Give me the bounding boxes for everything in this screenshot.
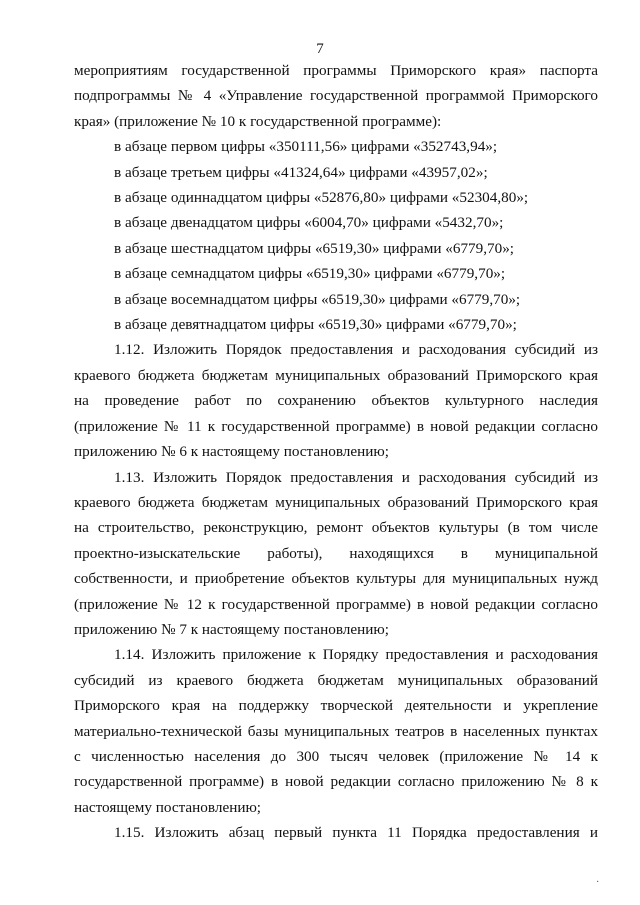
paragraph-line: 1.12. Изложить Порядок предоставления и расходования субсидий из [114, 341, 598, 359]
paragraph-line: собственности, и приобретение объектов культуры для муниципальных нужд [74, 570, 598, 588]
paragraph-line: на проведение работ по сохранению объектов культурного наследия [74, 392, 598, 410]
page-number: 7 [316, 41, 324, 57]
amendment-item: в абзаце восемнадцатом цифры «6519,30» цифрами «6779,70»; [114, 290, 521, 308]
paragraph-line: краевого бюджета бюджетам муниципальных образований Приморского края [74, 366, 598, 384]
intro-line: края» (приложение № 10 к государственной программе): [74, 112, 442, 130]
paragraph-line: на строительство, реконструкцию, ремонт объектов культуры (в том числе [74, 519, 598, 537]
paragraph-line: настоящему постановлению; [74, 798, 262, 816]
paragraph-1-13 [74, 465, 598, 643]
paragraph-line: 1.13. Изложить Порядок предоставления и расходования субсидий из [114, 468, 598, 486]
amendment-item: в абзаце семнадцатом цифры «6519,30» цифрами «6779,70»; [114, 265, 506, 283]
paragraph-line: с численностью населения до 300 тысяч человек (приложение № 14 к [74, 747, 598, 765]
intro-line: мероприятиям государственной программы Приморского края» паспорта [74, 62, 598, 79]
paragraph-line: субсидий из краевого бюджета бюджетам муниципальных образований [74, 671, 598, 689]
amendment-item: в абзаце первом цифры «350111,56» цифрами «352743,94»; [114, 138, 498, 156]
paragraph-line: 1.15. Изложить абзац первый пункта 11 Порядка предоставления и [114, 824, 598, 842]
amendment-item: в абзаце одиннадцатом цифры «52876,80» цифрами «52304,80»; [114, 189, 529, 207]
amendment-item: в абзаце третьем цифры «41324,64» цифрами «43957,02»; [114, 163, 488, 181]
paragraph-line: проектно-изыскательские работы), находящихся в муниципальной [74, 544, 598, 562]
paragraph-1-14 [74, 642, 598, 820]
paragraph-line: приложению № 7 к настоящему постановлению; [74, 620, 389, 638]
paragraph-line: материально-технической базы муниципальных театров в населенных пунктах [74, 722, 598, 740]
paragraph-line: государственной программе) в новой редакции согласно приложению № 8 к [74, 773, 598, 791]
paragraph-line: краевого бюджета бюджетам муниципальных образований Приморского края [74, 493, 598, 511]
paragraph-1-15 [74, 820, 598, 845]
intro-line: подпрограммы № 4 «Управление государственной программой Приморского [74, 87, 598, 105]
paragraph-line: (приложение № 11 к государственной программе) в новой редакции согласно [74, 417, 598, 435]
paragraph-1-12 [74, 337, 598, 464]
amendment-item: в абзаце девятнадцатом цифры «6519,30» цифрами «6779,70»; [114, 316, 517, 334]
amendment-item: в абзаце двенадцатом цифры «6004,70» цифрами «5432,70»; [114, 214, 504, 232]
document-body [74, 58, 598, 846]
scan-speck: · [596, 877, 600, 888]
amendment-item: в абзаце шестнадцатом цифры «6519,30» цифрами «6779,70»; [114, 239, 515, 257]
paragraph-line: (приложение № 12 к государственной программе) в новой редакции согласно [74, 595, 598, 613]
paragraph-line: приложению № 6 к настоящему постановлению; [74, 443, 389, 461]
paragraph-line: Приморского края на поддержку творческой деятельности и укрепление [74, 697, 598, 715]
paragraph-line: 1.14. Изложить приложение к Порядку предоставления и расходования [114, 646, 598, 664]
